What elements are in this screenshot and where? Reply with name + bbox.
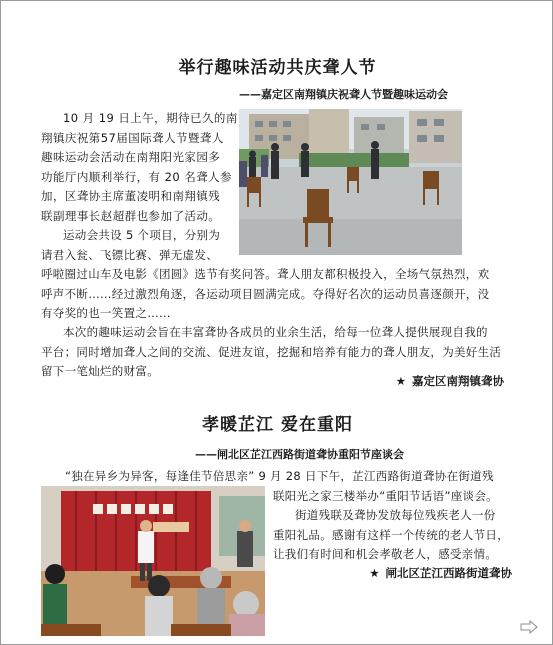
star-icon: ★ — [395, 374, 406, 388]
sports-meeting-photo-image — [239, 109, 462, 255]
text-line: 运动会共设 5 个项目，分别为 — [63, 228, 221, 242]
chongyang-meeting-photo — [41, 486, 265, 636]
text-line: 呼啦圈过山车及电影《团圆》选节有奖问答。聋人朋友都积极投入，全场气氛热烈，欢 — [41, 267, 490, 281]
text-line: 趣味运动会活动在南翔阳光家园多 — [41, 150, 221, 164]
star-icon: ★ — [369, 566, 380, 580]
article2-title: 孝暖芷江 爱在重阳 — [202, 415, 353, 435]
chongyang-meeting-photo-image — [41, 486, 265, 636]
text-line: 有夺奖的也一笑置之…… — [41, 306, 171, 320]
text-line: 翔镇庆祝第57届国际聋人节暨聋人 — [41, 130, 224, 145]
article2-subtitle: ——闸北区芷江西路街道聋协重阳节座谈会 — [195, 448, 404, 461]
text-line: 让我们有时间和机会孝敬老人，感受亲情。 — [273, 547, 498, 561]
article2-paragraph-2 — [273, 506, 533, 565]
next-arrow-icon[interactable] — [520, 620, 538, 634]
text-line: 功能厅内顺利举行，有 20 名聋人参 — [41, 169, 233, 184]
signature-text: 闸北区芷江西路街道聋协 — [385, 566, 512, 580]
sports-meeting-photo — [239, 109, 462, 255]
article1-paragraph-1 — [41, 109, 243, 226]
text-line: 联副理事长赵超群也参加了活动。 — [41, 208, 221, 223]
text-line: 10 月 19 日上午，期待已久的南 — [63, 111, 238, 125]
article1-title: 举行趣味活动共庆聋人节 — [178, 58, 377, 78]
text-line: 请君入瓮、飞镖比赛、弹无虚发、 — [41, 247, 218, 262]
text-line: “独在异乡为异客，每逢佳节倍思亲” 9 月 28 日下午，芷江西路街道聋协在街道残 — [65, 469, 494, 483]
text-line: 加，区聋协主席董凌明和南翔镇残 — [41, 189, 221, 203]
article1-subtitle: ——嘉定区南翔镇庆祝聋人节暨趣味运动会 — [239, 88, 448, 101]
text-line: 街道残联及聋协发放每位残疾老人一份 — [295, 508, 496, 522]
article1-signature — [396, 373, 504, 389]
signature-text: 嘉定区南翔镇聋协 — [412, 374, 504, 388]
text-line: 平台；同时增加聋人之间的交流、促进友谊，挖掘和培养有能力的聋人朋友，为美好生活 — [41, 344, 502, 359]
text-line: 呼声不断……经过激烈角逐，各运动项目圆满完成。夺得好名次的运动员喜逐颜开，没 — [41, 286, 490, 301]
text-line: 联阳光之家三楼举办“重阳节话语”座谈会。 — [273, 488, 498, 503]
article2-signature — [369, 565, 512, 581]
text-line: 重阳礼品。感谢有这样一个传统的老人节日， — [273, 527, 509, 542]
text-line: 本次的趣味运动会旨在丰富聋协各成员的业余生活，给每一位聋人提供展现自我的 — [63, 325, 488, 339]
text-line: 留下一笔灿烂的财富。 — [41, 364, 159, 378]
